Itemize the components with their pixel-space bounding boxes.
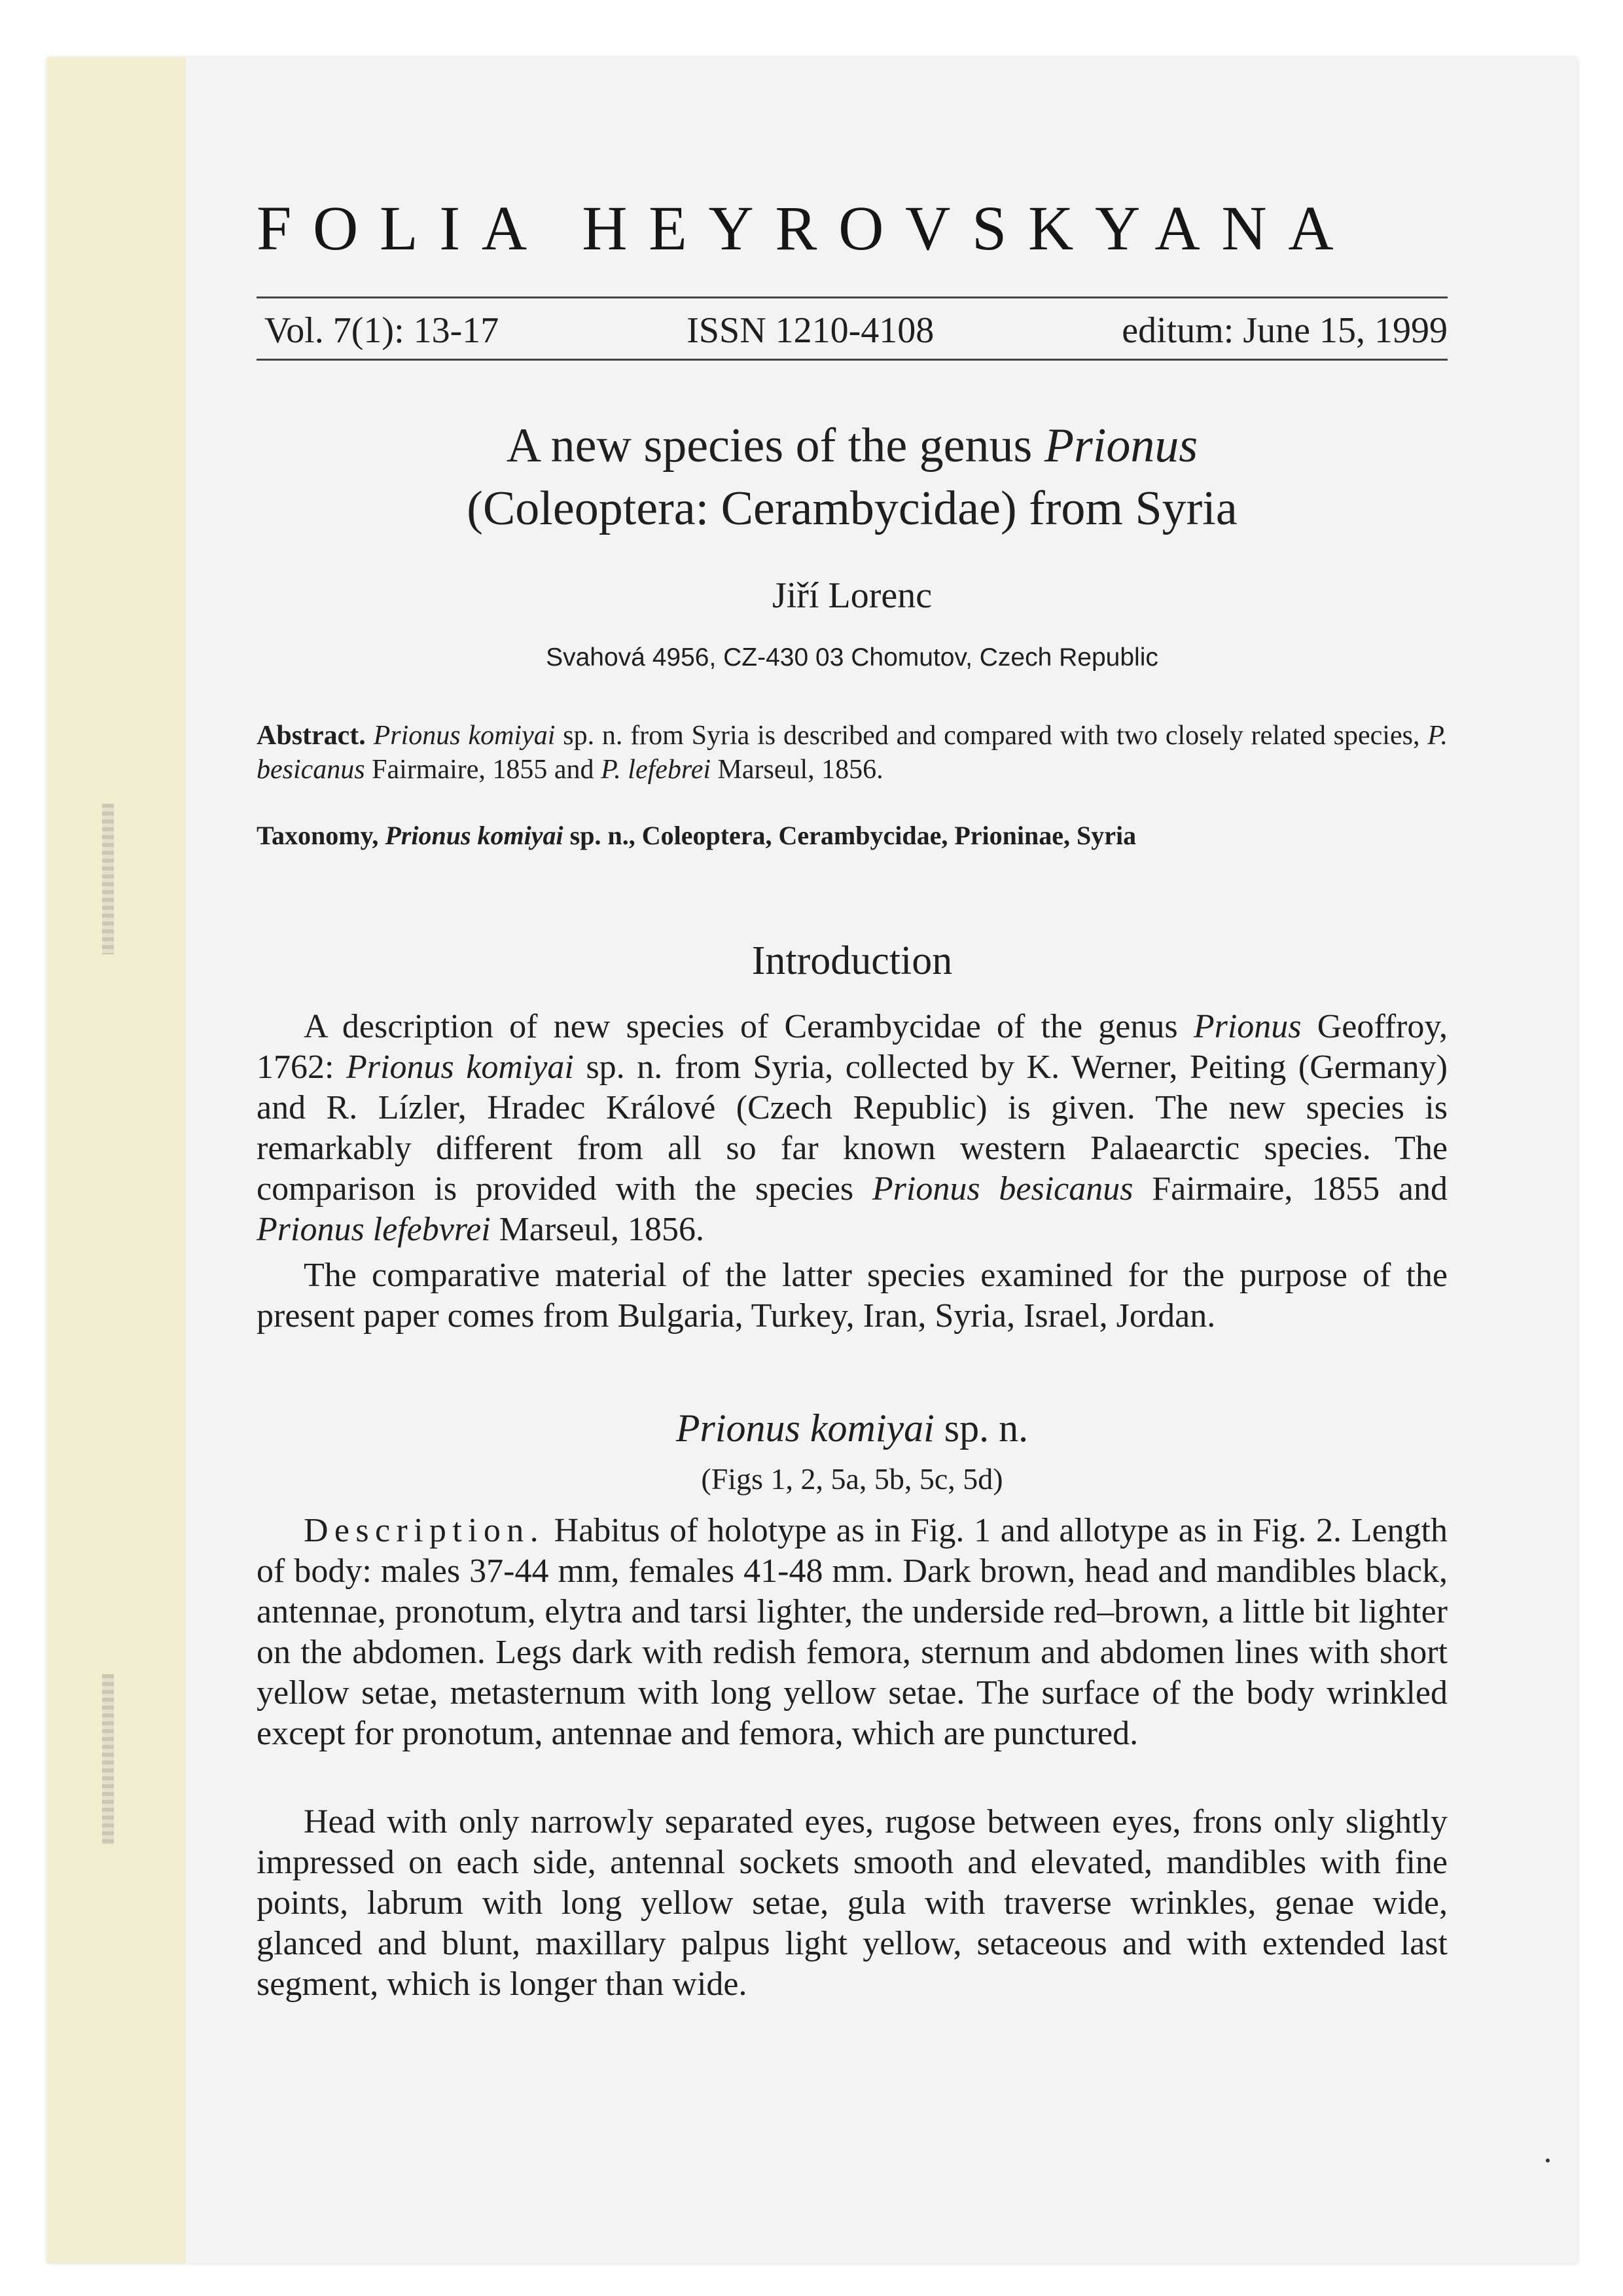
keywords xyxy=(257,820,1448,851)
paragraph-text: A description of new species of Cerambycidae of the genus xyxy=(304,1008,1194,1045)
keyword-text: Taxonomy, xyxy=(257,821,385,850)
journal-issn: ISSN 1210-4108 xyxy=(687,310,935,351)
author-address: Svahová 4956, CZ-430 03 Chomutov, Czech Republic xyxy=(546,643,1158,672)
journal-meta-line xyxy=(257,310,1448,362)
article-title-text: A new species of the genus xyxy=(506,419,1044,473)
abstract-species-besicanus: P. besicanus xyxy=(257,721,1448,785)
introduction-paragraph-1 xyxy=(257,1007,1448,1250)
header-rule-top xyxy=(257,296,1448,298)
article-title-genus: Prionus xyxy=(1044,419,1198,473)
article-title-line2: (Coleoptera: Cerambycidae) from Syria xyxy=(467,482,1238,535)
species-heading-name: Prionus komiyai xyxy=(675,1407,935,1450)
scan-speck xyxy=(1546,2159,1550,2162)
description-label: Description. xyxy=(304,1512,544,1549)
species-name: Prionus lefebvrei xyxy=(257,1211,491,1248)
paragraph-text: Geoffroy, 1762: xyxy=(257,1008,1448,1086)
species-heading xyxy=(257,1406,1448,1451)
journal-title: FOLIA HEYROVSKYANA xyxy=(257,193,1355,263)
genus-name: Prionus xyxy=(1193,1008,1302,1045)
staple-mark-bottom xyxy=(102,1674,114,1844)
description-paragraph-1 xyxy=(257,1511,1448,1754)
author-name: Jiří Lorenc xyxy=(772,575,933,616)
abstract-label: Abstract. xyxy=(257,721,366,751)
keyword-species: Prionus komiyai xyxy=(385,821,563,850)
abstract-species-lefebrei: P. lefebrei xyxy=(601,755,711,785)
abstract-species: Prionus komiyai xyxy=(373,721,556,751)
paragraph-text: sp. n. from Syria, collected by K. Werner, Peiting (Germany) and R. Lízler, Hradec Králové (Czech Republic) is given. The new species is remarkably different from all so far known western Palaearctic species. The comparison is provided with the species xyxy=(257,1049,1448,1208)
header-rule-bottom xyxy=(257,359,1448,361)
journal-editum: editum: June 15, 1999 xyxy=(1122,310,1448,351)
abstract-text: Marseul, 1856. xyxy=(711,755,883,785)
journal-volume: Vol. 7(1): 13-17 xyxy=(264,310,499,351)
species-heading-suffix: sp. n. xyxy=(934,1407,1029,1450)
description-paragraph-2: Head with only narrowly separated eyes, rugose between eyes, frons only slightly impressed on each side, antennal sockets smooth and elevated, mandibles with fine points, labrum with long yellow setae, gula with traverse wrinkles, genae wide, glanced and blunt, maxillary palpus light yellow, setaceous and with extended last segment, which is longer than wide. xyxy=(257,1803,1448,2003)
species-figure-reference: (Figs 1, 2, 5a, 5b, 5c, 5d) xyxy=(701,1462,1003,1496)
paragraph-text: Fairmaire, 1855 and xyxy=(1133,1170,1448,1208)
paragraph-text: Marseul, 1856. xyxy=(490,1211,705,1248)
abstract-text: Fairmaire, 1855 and xyxy=(365,755,601,785)
scanned-page xyxy=(47,58,1577,2263)
abstract-text: sp. n. from Syria is described and compared with two closely related species, xyxy=(555,721,1428,751)
keyword-text: sp. n., Coleoptera, Cerambycidae, Prioninae, Syria xyxy=(563,821,1137,850)
binding-strip xyxy=(47,58,186,2263)
article-title xyxy=(257,414,1448,540)
section-heading-introduction: Introduction xyxy=(751,939,953,983)
introduction-paragraph-2: The comparative material of the latter species examined for the purpose of the present paper comes from Bulgaria, Turkey, Iran, Syria, Israel, Jordan. xyxy=(257,1257,1448,1335)
abstract xyxy=(257,719,1448,787)
staple-mark-top xyxy=(102,804,114,954)
species-name: Prionus komiyai xyxy=(346,1049,574,1086)
paragraph-text: Habitus of holotype as in Fig. 1 and allotype as in Fig. 2. Length of body: males 37-44 mm, females 41-48 mm. Dark brown, head and mandibles black, antennae, pronotum, elytra and tarsi lighter, the underside red–brown, a little bit lighter on the abdomen. Legs dark with redish femora, sternum and abdomen lines with short yellow setae, metasternum with long yellow setae. The surface of the body wrinkled except for pronotum, antennae and femora, which are punctured. xyxy=(257,1512,1448,1752)
species-name: Prionus besicanus xyxy=(872,1170,1133,1208)
